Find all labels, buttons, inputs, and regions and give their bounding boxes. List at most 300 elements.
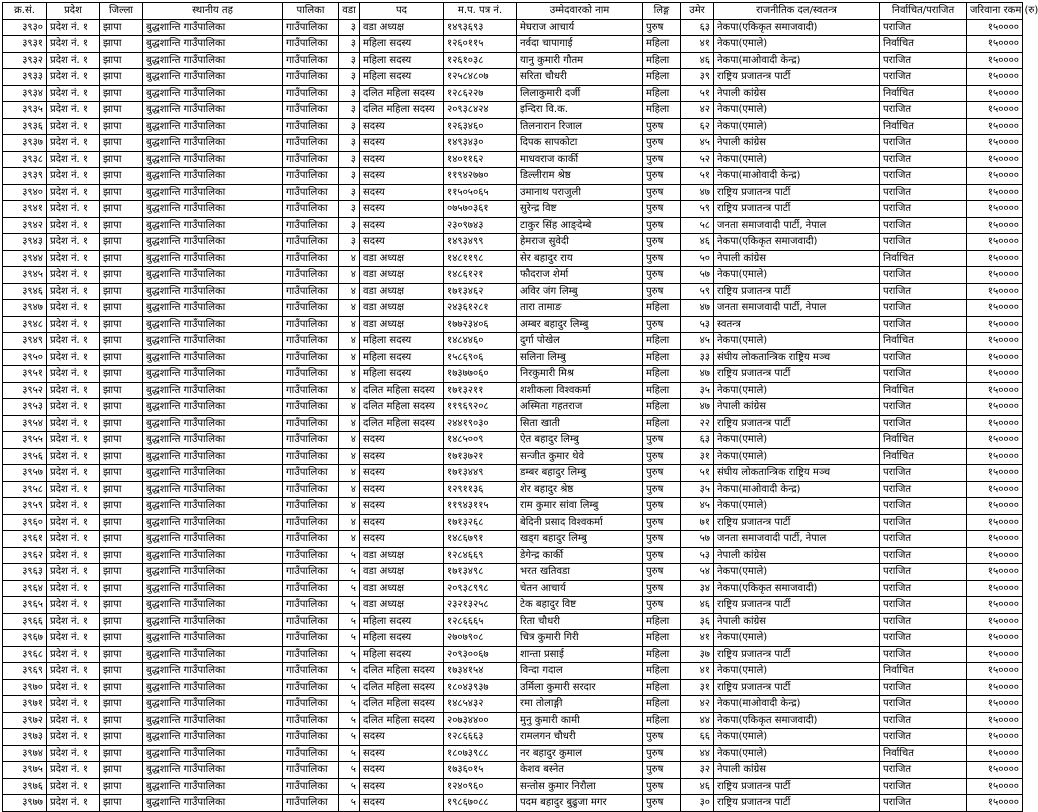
candidate-name-cell: पदम बहादुर बुढुजा मगर: [517, 795, 643, 812]
municipality-cell: गाउँपालिका: [283, 613, 339, 630]
age-cell: ५०: [681, 250, 714, 267]
table-row: [3, 498, 1023, 515]
party-cell: संघीय लोकतान्त्रिक राष्ट्रिय मञ्च: [714, 349, 880, 366]
municipality-cell: गाउँपालिका: [283, 465, 339, 482]
candidate-name-cell: सन्जीत कुमार थेवे: [517, 448, 643, 465]
serial-cell: ३९३५: [3, 102, 47, 119]
province-cell: प्रदेश नं. १: [47, 696, 100, 713]
voter-id-cell: ०७५७०३६१: [444, 201, 517, 218]
serial-cell: ३९४७: [3, 300, 47, 317]
result-cell: पराजित: [880, 102, 967, 119]
ward-cell: ५: [339, 564, 360, 581]
party-cell: राष्ट्रिय प्रजातन्त्र पार्टी: [714, 415, 880, 432]
province-cell: प्रदेश नं. १: [47, 300, 100, 317]
result-cell: निर्वाचित: [880, 118, 967, 135]
age-cell: ३३: [681, 349, 714, 366]
municipality-cell: गाउँपालिका: [283, 696, 339, 713]
voter-id-cell: १४८५४३२: [444, 696, 517, 713]
voter-id-cell: ११९४२७७०: [444, 168, 517, 185]
serial-cell: ३९६५: [3, 597, 47, 614]
district-cell: झापा: [100, 316, 143, 333]
ward-cell: ३: [339, 234, 360, 251]
gender-cell: पुरुष: [643, 778, 681, 795]
voter-id-cell: १२६१०३८: [444, 52, 517, 69]
province-cell: प्रदेश नं. १: [47, 267, 100, 284]
age-cell: ५७: [681, 531, 714, 548]
municipality-cell: गाउँपालिका: [283, 547, 339, 564]
serial-cell: ३९४६: [3, 283, 47, 300]
voter-id-cell: १२५८४८०७: [444, 69, 517, 86]
fine-amount-cell: १५००००: [967, 613, 1023, 630]
result-cell: निर्वाचित: [880, 36, 967, 53]
fine-amount-cell: १५००००: [967, 300, 1023, 317]
post-cell: महिला सदस्य: [360, 36, 444, 53]
gender-cell: पुरुष: [643, 234, 681, 251]
ward-cell: ५: [339, 712, 360, 729]
local-level-cell: बुद्धशान्ति गाउँपालिका: [143, 448, 283, 465]
table-row: [3, 300, 1023, 317]
col-header-serial: क्र.सं.: [3, 3, 47, 20]
fine-amount-cell: १५००००: [967, 498, 1023, 515]
ward-cell: ३: [339, 85, 360, 102]
fine-amount-cell: १५००००: [967, 712, 1023, 729]
municipality-cell: गाउँपालिका: [283, 795, 339, 812]
serial-cell: ३९५८: [3, 481, 47, 498]
ward-cell: ४: [339, 382, 360, 399]
municipality-cell: गाउँपालिका: [283, 19, 339, 36]
table-row: [3, 184, 1023, 201]
candidate-name-cell: चित्र कुमारी गिरी: [517, 630, 643, 647]
party-cell: नेकपा(एकिकृत समाजवादी): [714, 580, 880, 597]
candidate-name-cell: सिता खाती: [517, 415, 643, 432]
province-cell: प्रदेश नं. १: [47, 564, 100, 581]
table-row: [3, 69, 1023, 86]
voter-id-cell: २७०७९०८: [444, 630, 517, 647]
voter-id-cell: १७१३२६८: [444, 514, 517, 531]
age-cell: ३४: [681, 580, 714, 597]
table-row: [3, 762, 1023, 779]
table-row: [3, 795, 1023, 812]
gender-cell: महिला: [643, 349, 681, 366]
result-cell: पराजित: [880, 613, 967, 630]
party-cell: नेकपा(माओवादी केन्द्र): [714, 168, 880, 185]
age-cell: ४२: [681, 102, 714, 119]
table-row: [3, 547, 1023, 564]
local-level-cell: बुद्धशान्ति गाउँपालिका: [143, 19, 283, 36]
ward-cell: ४: [339, 415, 360, 432]
gender-cell: पुरुष: [643, 201, 681, 218]
ward-cell: ५: [339, 547, 360, 564]
fine-amount-cell: १५००००: [967, 564, 1023, 581]
local-level-cell: बुद्धशान्ति गाउँपालिका: [143, 283, 283, 300]
col-header-party: राजनीतिक दल/स्वतन्त्र: [714, 3, 880, 20]
serial-cell: ३९३४: [3, 85, 47, 102]
post-cell: महिला सदस्य: [360, 349, 444, 366]
voter-id-cell: २३०९७४३: [444, 217, 517, 234]
gender-cell: महिला: [643, 613, 681, 630]
post-cell: वडा अध्यक्ष: [360, 580, 444, 597]
province-cell: प्रदेश नं. १: [47, 36, 100, 53]
candidate-name-cell: सरिता चौधरी: [517, 69, 643, 86]
table-row: [3, 712, 1023, 729]
serial-cell: ३९४४: [3, 250, 47, 267]
party-cell: संघीय लोकतान्त्रिक राष्ट्रिय मञ्च: [714, 465, 880, 482]
table-row: [3, 745, 1023, 762]
candidate-name-cell: उमानाथ पराजुली: [517, 184, 643, 201]
province-cell: प्रदेश नं. १: [47, 283, 100, 300]
voter-id-cell: २४३६१२८१: [444, 300, 517, 317]
table-row: [3, 580, 1023, 597]
result-cell: पराजित: [880, 679, 967, 696]
municipality-cell: गाउँपालिका: [283, 597, 339, 614]
age-cell: ५२: [681, 151, 714, 168]
voter-id-cell: ११५०५०६५: [444, 184, 517, 201]
age-cell: ६३: [681, 19, 714, 36]
local-level-cell: बुद्धशान्ति गाउँपालिका: [143, 778, 283, 795]
result-cell: पराजित: [880, 564, 967, 581]
post-cell: वडा अध्यक्ष: [360, 316, 444, 333]
province-cell: प्रदेश नं. १: [47, 69, 100, 86]
ward-cell: ५: [339, 580, 360, 597]
voter-id-cell: १८०७३९८८: [444, 745, 517, 762]
party-cell: राष्ट्रिय प्रजातन्त्र पार्टी: [714, 778, 880, 795]
voter-id-cell: १४९३४९९: [444, 234, 517, 251]
gender-cell: महिला: [643, 333, 681, 350]
fine-amount-cell: १५००००: [967, 465, 1023, 482]
local-level-cell: बुद्धशान्ति गाउँपालिका: [143, 69, 283, 86]
col-header-municipality: पालिका: [283, 3, 339, 20]
col-header-fine-amount: जरिवाना रकम (रु): [967, 3, 1023, 20]
municipality-cell: गाउँपालिका: [283, 333, 339, 350]
age-cell: ४२: [681, 696, 714, 713]
table-row: [3, 679, 1023, 696]
ward-cell: ३: [339, 151, 360, 168]
table-row: [3, 234, 1023, 251]
table-row: [3, 382, 1023, 399]
ward-cell: ५: [339, 795, 360, 812]
post-cell: सदस्य: [360, 151, 444, 168]
age-cell: ७१: [681, 514, 714, 531]
fine-amount-cell: १५००००: [967, 316, 1023, 333]
voter-id-cell: १२६०११५: [444, 36, 517, 53]
gender-cell: पुरुष: [643, 498, 681, 515]
ward-cell: ३: [339, 168, 360, 185]
post-cell: सदस्य: [360, 795, 444, 812]
result-cell: पराजित: [880, 267, 967, 284]
local-level-cell: बुद्धशान्ति गाउँपालिका: [143, 465, 283, 482]
province-cell: प्रदेश नं. १: [47, 52, 100, 69]
serial-cell: ३९३९: [3, 168, 47, 185]
age-cell: ४१: [681, 630, 714, 647]
party-cell: नेकपा(एमाले): [714, 102, 880, 119]
party-cell: नेकपा(माओवादी केन्द्र): [714, 481, 880, 498]
age-cell: ३६: [681, 613, 714, 630]
age-cell: ४४: [681, 745, 714, 762]
table-row: [3, 36, 1023, 53]
result-cell: पराजित: [880, 366, 967, 383]
gender-cell: पुरुष: [643, 19, 681, 36]
party-cell: नेकपा(एमाले): [714, 498, 880, 515]
gender-cell: महिला: [643, 415, 681, 432]
voter-id-cell: १९८६७०८८: [444, 795, 517, 812]
municipality-cell: गाउँपालिका: [283, 316, 339, 333]
party-cell: नेकपा(एमाले): [714, 564, 880, 581]
local-level-cell: बुद्धशान्ति गाउँपालिका: [143, 663, 283, 680]
ward-cell: ५: [339, 778, 360, 795]
fine-amount-cell: १५००००: [967, 52, 1023, 69]
fine-amount-cell: १५००००: [967, 36, 1023, 53]
result-cell: पराजित: [880, 630, 967, 647]
ward-cell: ४: [339, 349, 360, 366]
serial-cell: ३९७२: [3, 712, 47, 729]
serial-cell: ३९५७: [3, 465, 47, 482]
post-cell: महिला सदस्य: [360, 613, 444, 630]
age-cell: ५७: [681, 267, 714, 284]
party-cell: नेपाली कांग्रेस: [714, 85, 880, 102]
gender-cell: पुरुष: [643, 267, 681, 284]
result-cell: पराजित: [880, 217, 967, 234]
province-cell: प्रदेश नं. १: [47, 712, 100, 729]
serial-cell: ३९७६: [3, 778, 47, 795]
party-cell: नेकपा(एकिकृत समाजवादी): [714, 19, 880, 36]
age-cell: ४५: [681, 498, 714, 515]
district-cell: झापा: [100, 465, 143, 482]
result-cell: पराजित: [880, 514, 967, 531]
party-cell: स्वतन्त्र: [714, 316, 880, 333]
post-cell: सदस्य: [360, 184, 444, 201]
candidate-name-cell: डम्बर बहादुर लिम्बु: [517, 465, 643, 482]
ward-cell: ३: [339, 201, 360, 218]
province-cell: प्रदेश नं. १: [47, 85, 100, 102]
age-cell: ६३: [681, 432, 714, 449]
post-cell: सदस्य: [360, 778, 444, 795]
district-cell: झापा: [100, 151, 143, 168]
table-row: [3, 250, 1023, 267]
table-row: [3, 316, 1023, 333]
table-row: [3, 778, 1023, 795]
result-cell: पराजित: [880, 481, 967, 498]
ward-cell: ३: [339, 118, 360, 135]
local-level-cell: बुद्धशान्ति गाउँपालिका: [143, 696, 283, 713]
local-level-cell: बुद्धशान्ति गाउँपालिका: [143, 151, 283, 168]
serial-cell: ३९६०: [3, 514, 47, 531]
province-cell: प्रदेश नं. १: [47, 102, 100, 119]
gender-cell: पुरुष: [643, 514, 681, 531]
province-cell: प्रदेश नं. १: [47, 729, 100, 746]
voter-id-cell: १२६३४६०: [444, 118, 517, 135]
table-row: [3, 514, 1023, 531]
serial-cell: ३९४०: [3, 184, 47, 201]
voter-id-cell: २४४१९०३०: [444, 415, 517, 432]
municipality-cell: गाउँपालिका: [283, 564, 339, 581]
candidate-name-cell: भरत खतिवडा: [517, 564, 643, 581]
result-cell: पराजित: [880, 234, 967, 251]
local-level-cell: बुद्धशान्ति गाउँपालिका: [143, 349, 283, 366]
table-row: [3, 201, 1023, 218]
fine-amount-cell: १५००००: [967, 333, 1023, 350]
age-cell: २२: [681, 415, 714, 432]
ward-cell: ५: [339, 679, 360, 696]
candidate-name-cell: शेर बहादुर श्रेष्ठ: [517, 481, 643, 498]
district-cell: झापा: [100, 679, 143, 696]
voter-id-cell: १४९३४३०: [444, 135, 517, 152]
local-level-cell: बुद्धशान्ति गाउँपालिका: [143, 646, 283, 663]
table-row: [3, 118, 1023, 135]
serial-cell: ३९३३: [3, 69, 47, 86]
ward-cell: ४: [339, 300, 360, 317]
post-cell: महिला सदस्य: [360, 69, 444, 86]
table-row: [3, 415, 1023, 432]
post-cell: दलित महिला सदस्य: [360, 696, 444, 713]
party-cell: नेकपा(एमाले): [714, 333, 880, 350]
candidate-name-cell: दिपक सापकोटा: [517, 135, 643, 152]
gender-cell: महिला: [643, 630, 681, 647]
district-cell: झापा: [100, 36, 143, 53]
post-cell: सदस्य: [360, 729, 444, 746]
party-cell: नेपाली कांग्रेस: [714, 250, 880, 267]
age-cell: ३९: [681, 69, 714, 86]
result-cell: पराजित: [880, 712, 967, 729]
province-cell: प्रदेश नं. १: [47, 663, 100, 680]
result-cell: पराजित: [880, 316, 967, 333]
candidate-name-cell: सलिना लिम्बु: [517, 349, 643, 366]
gender-cell: महिला: [643, 69, 681, 86]
municipality-cell: गाउँपालिका: [283, 234, 339, 251]
candidate-name-cell: खड्ग बहादुर लिम्बु: [517, 531, 643, 548]
result-cell: निर्वाचित: [880, 663, 967, 680]
district-cell: झापा: [100, 514, 143, 531]
province-cell: प्रदेश नं. १: [47, 19, 100, 36]
age-cell: ५१: [681, 85, 714, 102]
local-level-cell: बुद्धशान्ति गाउँपालिका: [143, 613, 283, 630]
province-cell: प्रदेश नं. १: [47, 135, 100, 152]
gender-cell: पुरुष: [643, 729, 681, 746]
province-cell: प्रदेश नं. १: [47, 745, 100, 762]
post-cell: सदस्य: [360, 234, 444, 251]
post-cell: दलित महिला सदस्य: [360, 399, 444, 416]
gender-cell: महिला: [643, 300, 681, 317]
age-cell: ५३: [681, 316, 714, 333]
voter-id-cell: १४८५००९: [444, 432, 517, 449]
municipality-cell: गाउँपालिका: [283, 745, 339, 762]
municipality-cell: गाउँपालिका: [283, 762, 339, 779]
result-cell: निर्वाचित: [880, 432, 967, 449]
party-cell: राष्ट्रिय प्रजातन्त्र पार्टी: [714, 679, 880, 696]
province-cell: प्रदेश नं. १: [47, 382, 100, 399]
party-cell: नेपाली कांग्रेस: [714, 613, 880, 630]
district-cell: झापा: [100, 646, 143, 663]
local-level-cell: बुद्धशान्ति गाउँपालिका: [143, 333, 283, 350]
ward-cell: ४: [339, 250, 360, 267]
party-cell: नेपाली कांग्रेस: [714, 399, 880, 416]
party-cell: नेकपा(एमाले): [714, 432, 880, 449]
party-cell: नेकपा(एमाले): [714, 382, 880, 399]
serial-cell: ३९५४: [3, 415, 47, 432]
fine-amount-cell: १५००००: [967, 168, 1023, 185]
party-cell: राष्ट्रिय प्रजातन्त्र पार्टी: [714, 514, 880, 531]
province-cell: प्रदेश नं. १: [47, 679, 100, 696]
gender-cell: पुरुष: [643, 547, 681, 564]
candidate-name-cell: माधवराज कार्की: [517, 151, 643, 168]
table-row: [3, 630, 1023, 647]
district-cell: झापा: [100, 69, 143, 86]
result-cell: पराजित: [880, 168, 967, 185]
col-header-ward: वडा: [339, 3, 360, 20]
local-level-cell: बुद्धशान्ति गाउँपालिका: [143, 729, 283, 746]
municipality-cell: गाउँपालिका: [283, 498, 339, 515]
party-cell: राष्ट्रिय प्रजातन्त्र पार्टी: [714, 646, 880, 663]
table-row: [3, 217, 1023, 234]
district-cell: झापा: [100, 547, 143, 564]
result-cell: पराजित: [880, 399, 967, 416]
serial-cell: ३९३०: [3, 19, 47, 36]
district-cell: झापा: [100, 795, 143, 812]
result-cell: निर्वाचित: [880, 85, 967, 102]
candidate-name-cell: अविर जंग लिम्बु: [517, 283, 643, 300]
candidate-name-cell: मेघराज आचार्य: [517, 19, 643, 36]
result-cell: पराजित: [880, 69, 967, 86]
result-cell: निर्वाचित: [880, 448, 967, 465]
party-cell: नेकपा(एमाले): [714, 118, 880, 135]
local-level-cell: बुद्धशान्ति गाउँपालिका: [143, 795, 283, 812]
post-cell: वडा अध्यक्ष: [360, 597, 444, 614]
party-cell: राष्ट्रिय प्रजातन्त्र पार्टी: [714, 283, 880, 300]
municipality-cell: गाउँपालिका: [283, 118, 339, 135]
municipality-cell: गाउँपालिका: [283, 432, 339, 449]
candidate-name-cell: अस्मिता गहतराज: [517, 399, 643, 416]
result-cell: पराजित: [880, 547, 967, 564]
candidate-name-cell: सुरेन्द्र विष्ट: [517, 201, 643, 218]
gender-cell: पुरुष: [643, 580, 681, 597]
voter-id-cell: २३२१३२५८: [444, 597, 517, 614]
district-cell: झापा: [100, 85, 143, 102]
district-cell: झापा: [100, 283, 143, 300]
table-row: [3, 399, 1023, 416]
province-cell: प्रदेश नं. १: [47, 118, 100, 135]
age-cell: ५४: [681, 564, 714, 581]
party-cell: नेकपा(एमाले): [714, 267, 880, 284]
serial-cell: ३९५५: [3, 432, 47, 449]
post-cell: दलित महिला सदस्य: [360, 85, 444, 102]
serial-cell: ३९४१: [3, 201, 47, 218]
post-cell: वडा अध्यक्ष: [360, 19, 444, 36]
serial-cell: ३९५२: [3, 382, 47, 399]
municipality-cell: गाउँपालिका: [283, 663, 339, 680]
post-cell: सदस्य: [360, 448, 444, 465]
voter-id-cell: ११९६९२०८: [444, 399, 517, 416]
municipality-cell: गाउँपालिका: [283, 729, 339, 746]
province-cell: प्रदेश नं. १: [47, 646, 100, 663]
age-cell: ५१: [681, 168, 714, 185]
local-level-cell: बुद्धशान्ति गाउँपालिका: [143, 36, 283, 53]
district-cell: झापा: [100, 613, 143, 630]
age-cell: ६२: [681, 118, 714, 135]
district-cell: झापा: [100, 696, 143, 713]
ward-cell: ४: [339, 531, 360, 548]
age-cell: ५९: [681, 201, 714, 218]
party-cell: नेकपा(एमाले): [714, 630, 880, 647]
local-level-cell: बुद्धशान्ति गाउँपालिका: [143, 745, 283, 762]
candidate-name-cell: बेदिनी प्रसाद विश्वकर्मा: [517, 514, 643, 531]
voter-id-cell: १७१३४४९: [444, 465, 517, 482]
gender-cell: पुरुष: [643, 465, 681, 482]
province-cell: प्रदेश नं. १: [47, 630, 100, 647]
fine-amount-cell: १५००००: [967, 184, 1023, 201]
district-cell: झापा: [100, 201, 143, 218]
ward-cell: ५: [339, 663, 360, 680]
ward-cell: ४: [339, 283, 360, 300]
serial-cell: ३९६६: [3, 613, 47, 630]
